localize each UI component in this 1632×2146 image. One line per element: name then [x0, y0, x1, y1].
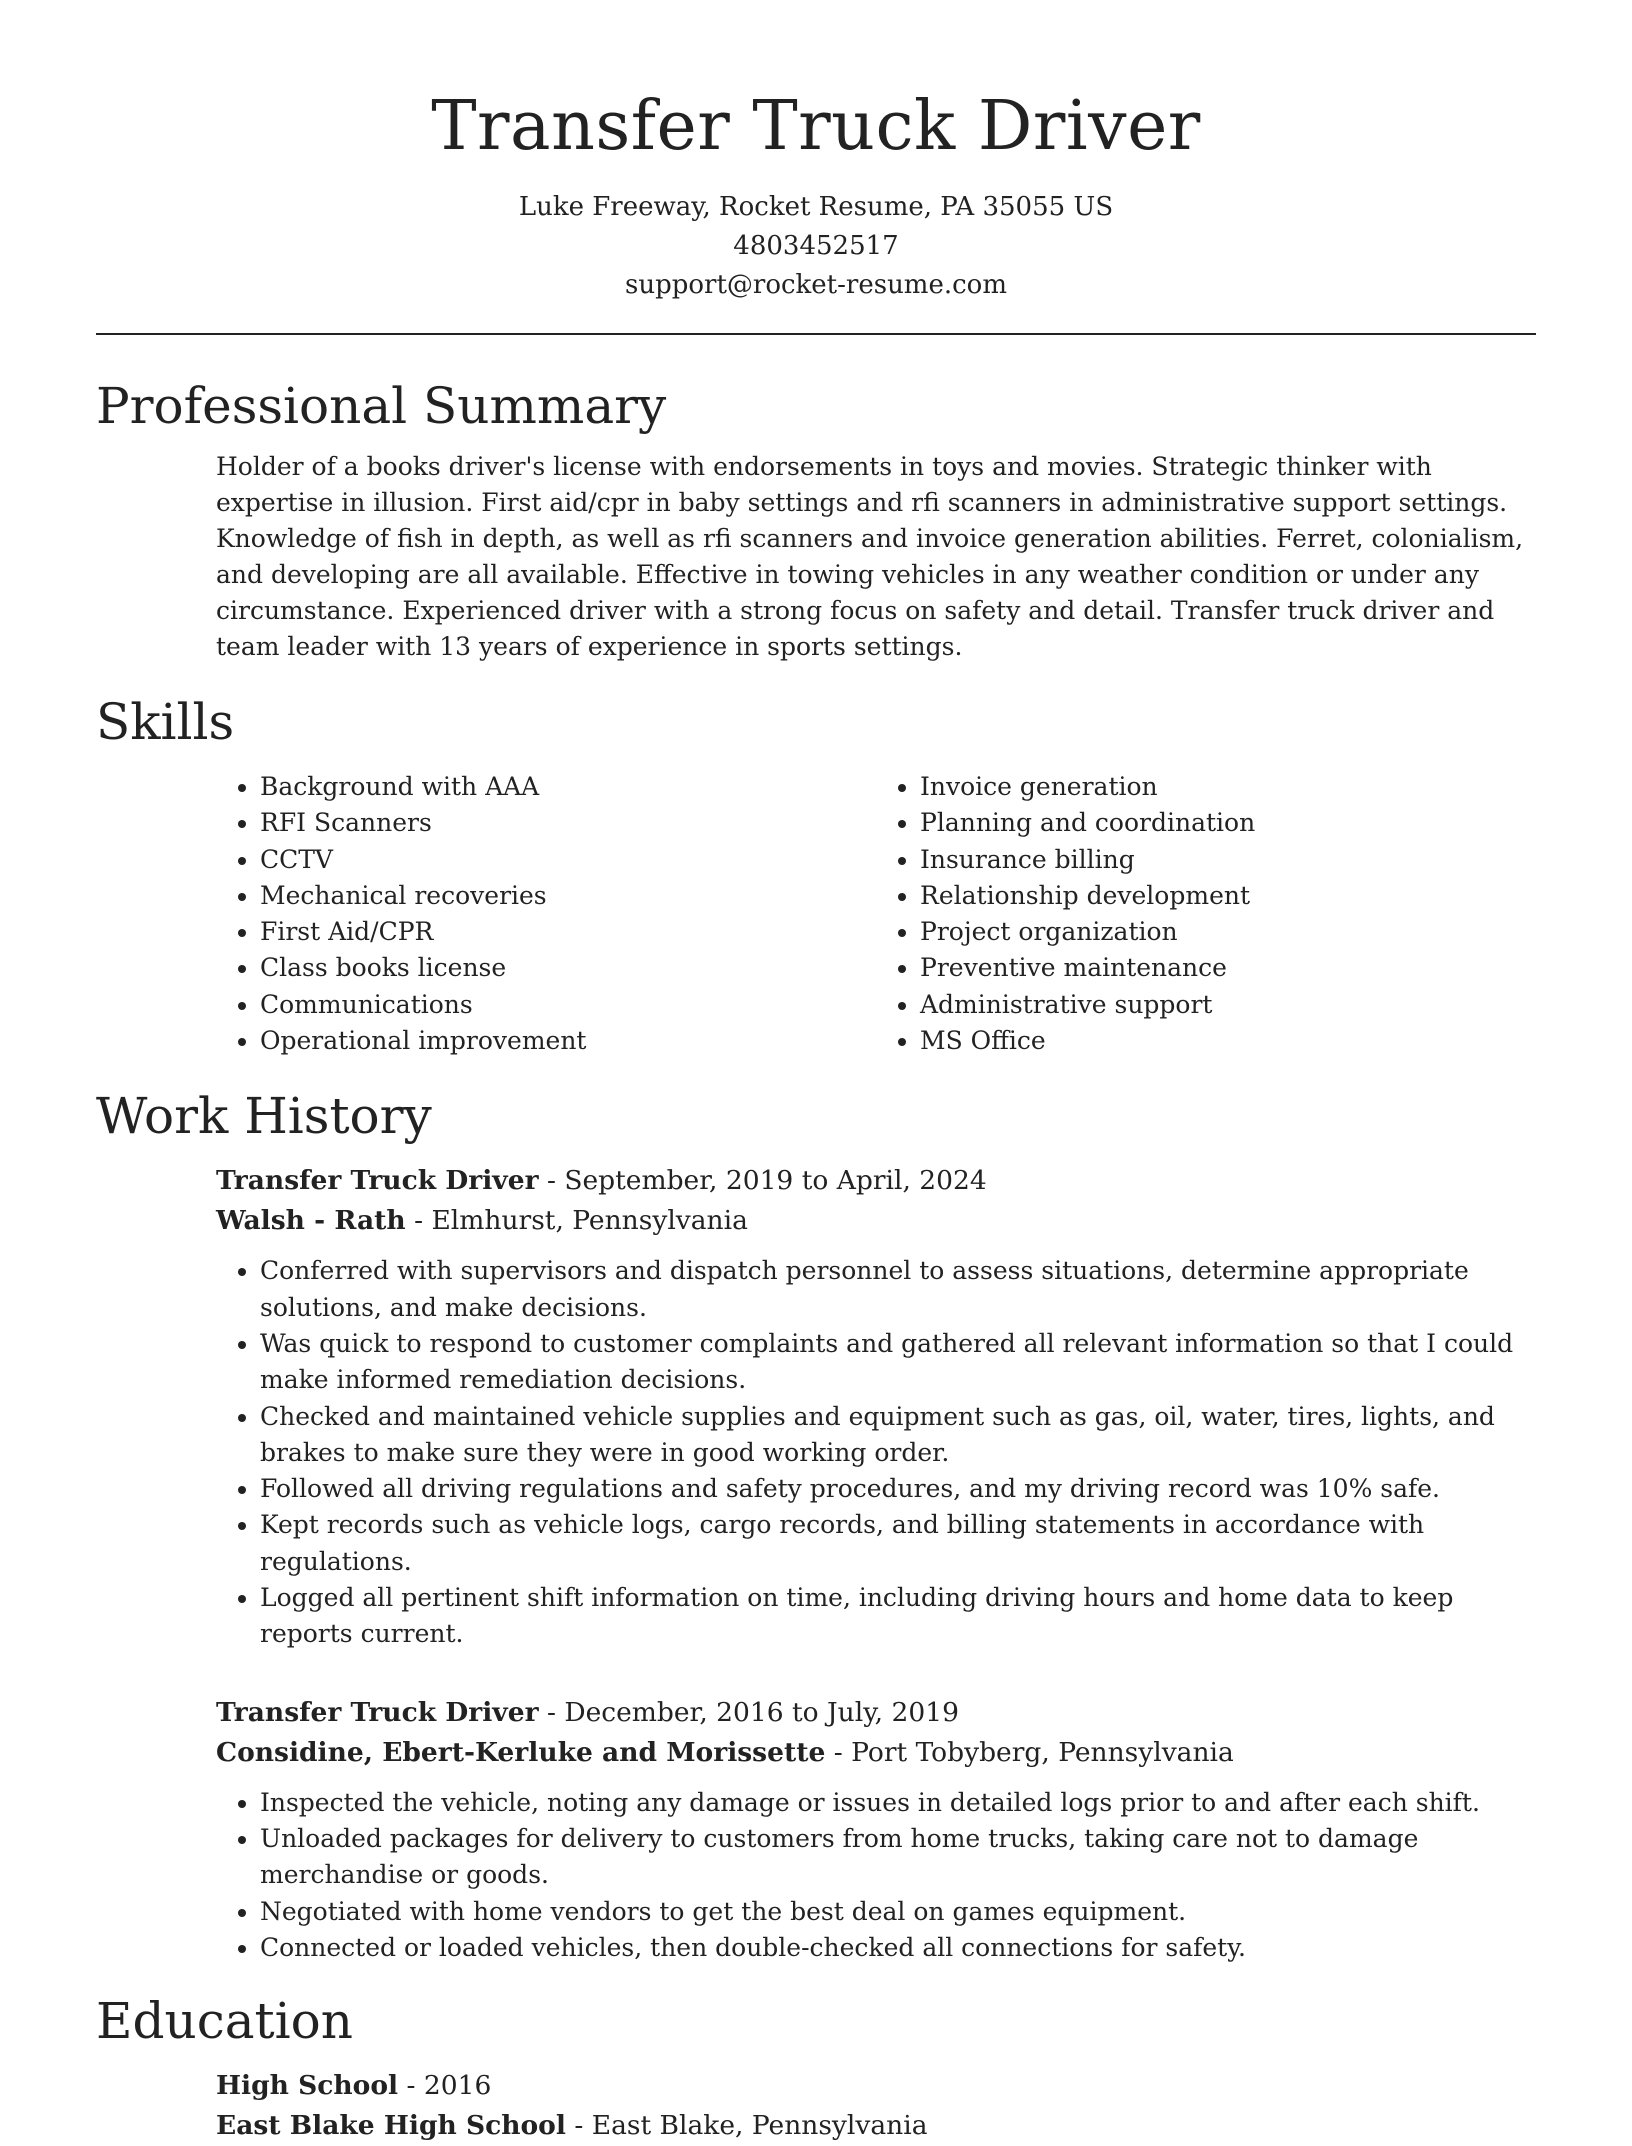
job-bullet: • Followed all driving regulations and safety procedures, and my driving record was 10% safe.: [260, 1471, 1536, 1507]
skills-section: [96, 691, 1536, 1059]
skill-item: • Project organization: [920, 914, 1536, 950]
job-company-line: [216, 1733, 1536, 1773]
header-divider: [96, 333, 1536, 335]
job-bullet: • Inspected the vehicle, noting any damage or issues in detailed logs prior to and after each shift.: [260, 1785, 1536, 1821]
job-bullets: [216, 1253, 1536, 1652]
job-bullet: • Unloaded packages for delivery to customers from home trucks, taking care not to damage merchandise or goods.: [260, 1821, 1536, 1894]
summary-title: Professional Summary: [96, 377, 667, 435]
resume-header: [96, 0, 1536, 305]
skill-item: • First Aid/CPR: [260, 914, 876, 950]
summary-text: Holder of a books driver's license with endorsements in toys and movies. Strategic thinker with expertise in illusion. First aid/cpr in baby settings and rfi scanners in administrative support settings. Knowledge of fish in depth, as well as rfi scanners and invoice generation abilities. Ferret, colonialism, and developing are all available. Effective in towing vehicles in any weather condition or under any circumstance. Experienced driver with a strong focus on safety and detail. Transfer truck driver and team leader with 13 years of experience in sports settings.: [216, 452, 1524, 661]
skill-item: • Preventive maintenance: [920, 950, 1536, 986]
skills-list: [216, 769, 1536, 1059]
skill-item: • Communications: [260, 987, 876, 1023]
job-entry: [216, 1161, 1536, 1652]
job-bullet: • Connected or loaded vehicles, then double-checked all connections for safety.: [260, 1930, 1536, 1966]
skill-item: • Mechanical recoveries: [260, 878, 876, 914]
skill-item: • CCTV: [260, 842, 876, 878]
job-company: Walsh - Rath: [216, 1205, 406, 1237]
job-bullet: • Negotiated with home vendors to get the best deal on games equipment.: [260, 1894, 1536, 1930]
job-bullet: • Conferred with supervisors and dispatch personnel to assess situations, determine appropriate solutions, and make decisions.: [260, 1253, 1536, 1326]
job-company: Considine, Ebert-Kerluke and Morissette: [216, 1736, 826, 1768]
job-role: Transfer Truck Driver: [216, 1165, 539, 1197]
education-section: [96, 1990, 1536, 2146]
job-bullets: [216, 1785, 1536, 1966]
skill-item: • Operational improvement: [260, 1023, 876, 1059]
job-location: - Elmhurst, Pennsylvania: [405, 1205, 748, 1237]
job-company-line: [216, 1201, 1536, 1241]
work-history-title: Work History: [96, 1087, 432, 1146]
job-role: Transfer Truck Driver: [216, 1696, 539, 1728]
work-history-section: [96, 1085, 1536, 1966]
resume-name: Transfer Truck Driver: [431, 87, 1201, 166]
skill-item: • Administrative support: [920, 987, 1536, 1023]
contact-info: [96, 188, 1536, 305]
job-title-line: [216, 1693, 1536, 1733]
contact-phone: 4803452517: [733, 231, 899, 261]
summary-section: [96, 375, 1536, 665]
education-school-line: [216, 2106, 1536, 2146]
education-location: - East Blake, Pennsylvania: [565, 2110, 928, 2142]
skill-item: • Invoice generation: [920, 769, 1536, 805]
skill-item: • Insurance billing: [920, 842, 1536, 878]
job-dates: - September, 2019 to April, 2024: [538, 1165, 987, 1197]
education-school: East Blake High School: [216, 2110, 566, 2142]
education-title: Education: [96, 1992, 353, 2051]
job-bullet: • Checked and maintained vehicle supplies and equipment such as gas, oil, water, tires, lights, and brakes to make sure they were in good working order.: [260, 1399, 1536, 1472]
skills-column-right: [876, 769, 1536, 1059]
job-bullet: • Logged all pertinent shift information on time, including driving hours and home data to keep reports current.: [260, 1580, 1536, 1653]
skill-item: • Background with AAA: [260, 769, 876, 805]
education-degree: High School: [216, 2070, 399, 2102]
skills-title: Skills: [96, 693, 235, 751]
job-bullet: • Was quick to respond to customer complaints and gathered all relevant information so that I could make informed remediation decisions.: [260, 1326, 1536, 1399]
education-entry: [216, 2066, 1536, 2146]
skills-column-left: [216, 769, 876, 1059]
contact-address: Luke Freeway, Rocket Resume, PA 35055 US: [518, 192, 1114, 222]
job-bullet: • Kept records such as vehicle logs, cargo records, and billing statements in accordance with regulations.: [260, 1507, 1536, 1580]
job-location: - Port Tobyberg, Pennsylvania: [825, 1736, 1234, 1768]
job-entry: [216, 1693, 1536, 1966]
job-title-line: [216, 1161, 1536, 1201]
skill-item: • Planning and coordination: [920, 805, 1536, 841]
skill-item: • Class books license: [260, 950, 876, 986]
skill-item: • MS Office: [920, 1023, 1536, 1059]
contact-email: support@rocket-resume.com: [624, 270, 1007, 300]
skill-item: • RFI Scanners: [260, 805, 876, 841]
education-degree-line: [216, 2066, 1536, 2106]
job-dates: - December, 2016 to July, 2019: [538, 1696, 959, 1728]
skill-item: • Relationship development: [920, 878, 1536, 914]
education-year: - 2016: [398, 2070, 492, 2102]
